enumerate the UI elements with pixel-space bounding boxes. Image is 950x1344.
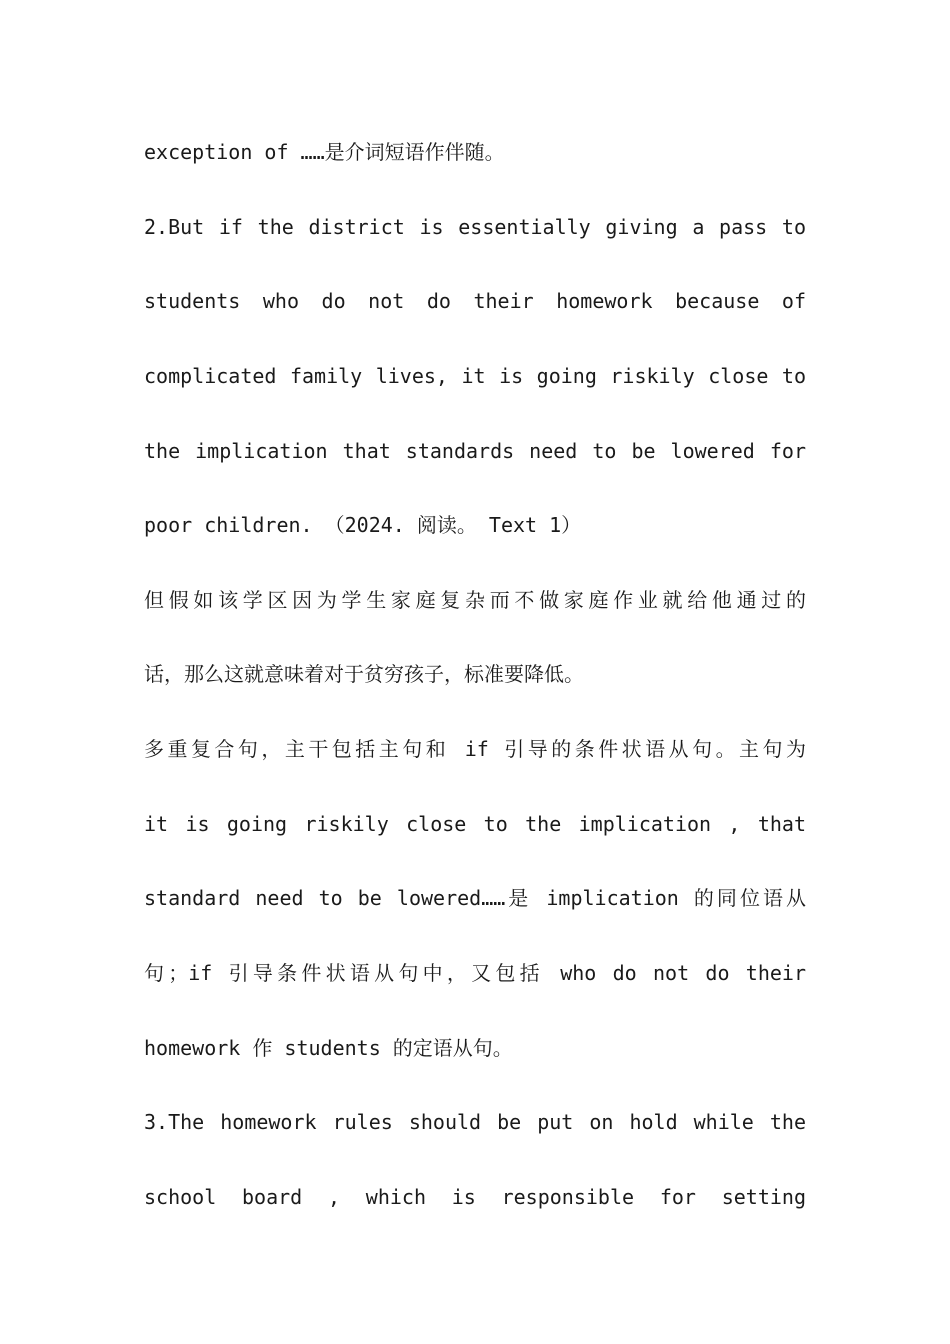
text-line-13: homework 作 students 的定语从句。 <box>144 1036 513 1060</box>
text-line-12: 句；if 引导条件状语从句中，又包括 who do not do their <box>144 961 806 985</box>
text-line-1: exception of ……是介词短语作伴随。 <box>144 140 505 164</box>
text-line-3: students who do not do their homework because of <box>144 289 806 313</box>
text-line-8: 话，那么这就意味着对于贫穷孩子，标准要降低。 <box>144 662 584 686</box>
text-line-10: it is going riskily close to the implication , that <box>144 812 806 836</box>
text-line-14: 3.The homework rules should be put on hold while the <box>144 1110 806 1134</box>
text-line-7: 但假如该学区因为学生家庭复杂而不做家庭作业就给他通过的 <box>144 588 806 612</box>
text-line-9: 多重复合句，主干包括主句和 if 引导的条件状语从句。主句为 <box>144 737 806 761</box>
text-line-2: 2.But if the district is essentially giving a pass to <box>144 215 806 239</box>
text-line-6: poor children. （2024. 阅读。 Text 1） <box>144 513 582 537</box>
text-line-15: school board , which is responsible for setting <box>144 1185 806 1209</box>
text-line-5: the implication that standards need to be lowered for <box>144 439 806 463</box>
text-line-4: complicated family lives, it is going riskily close to <box>144 364 806 388</box>
text-line-11: standard need to be lowered……是 implication 的同位语从 <box>144 886 806 910</box>
